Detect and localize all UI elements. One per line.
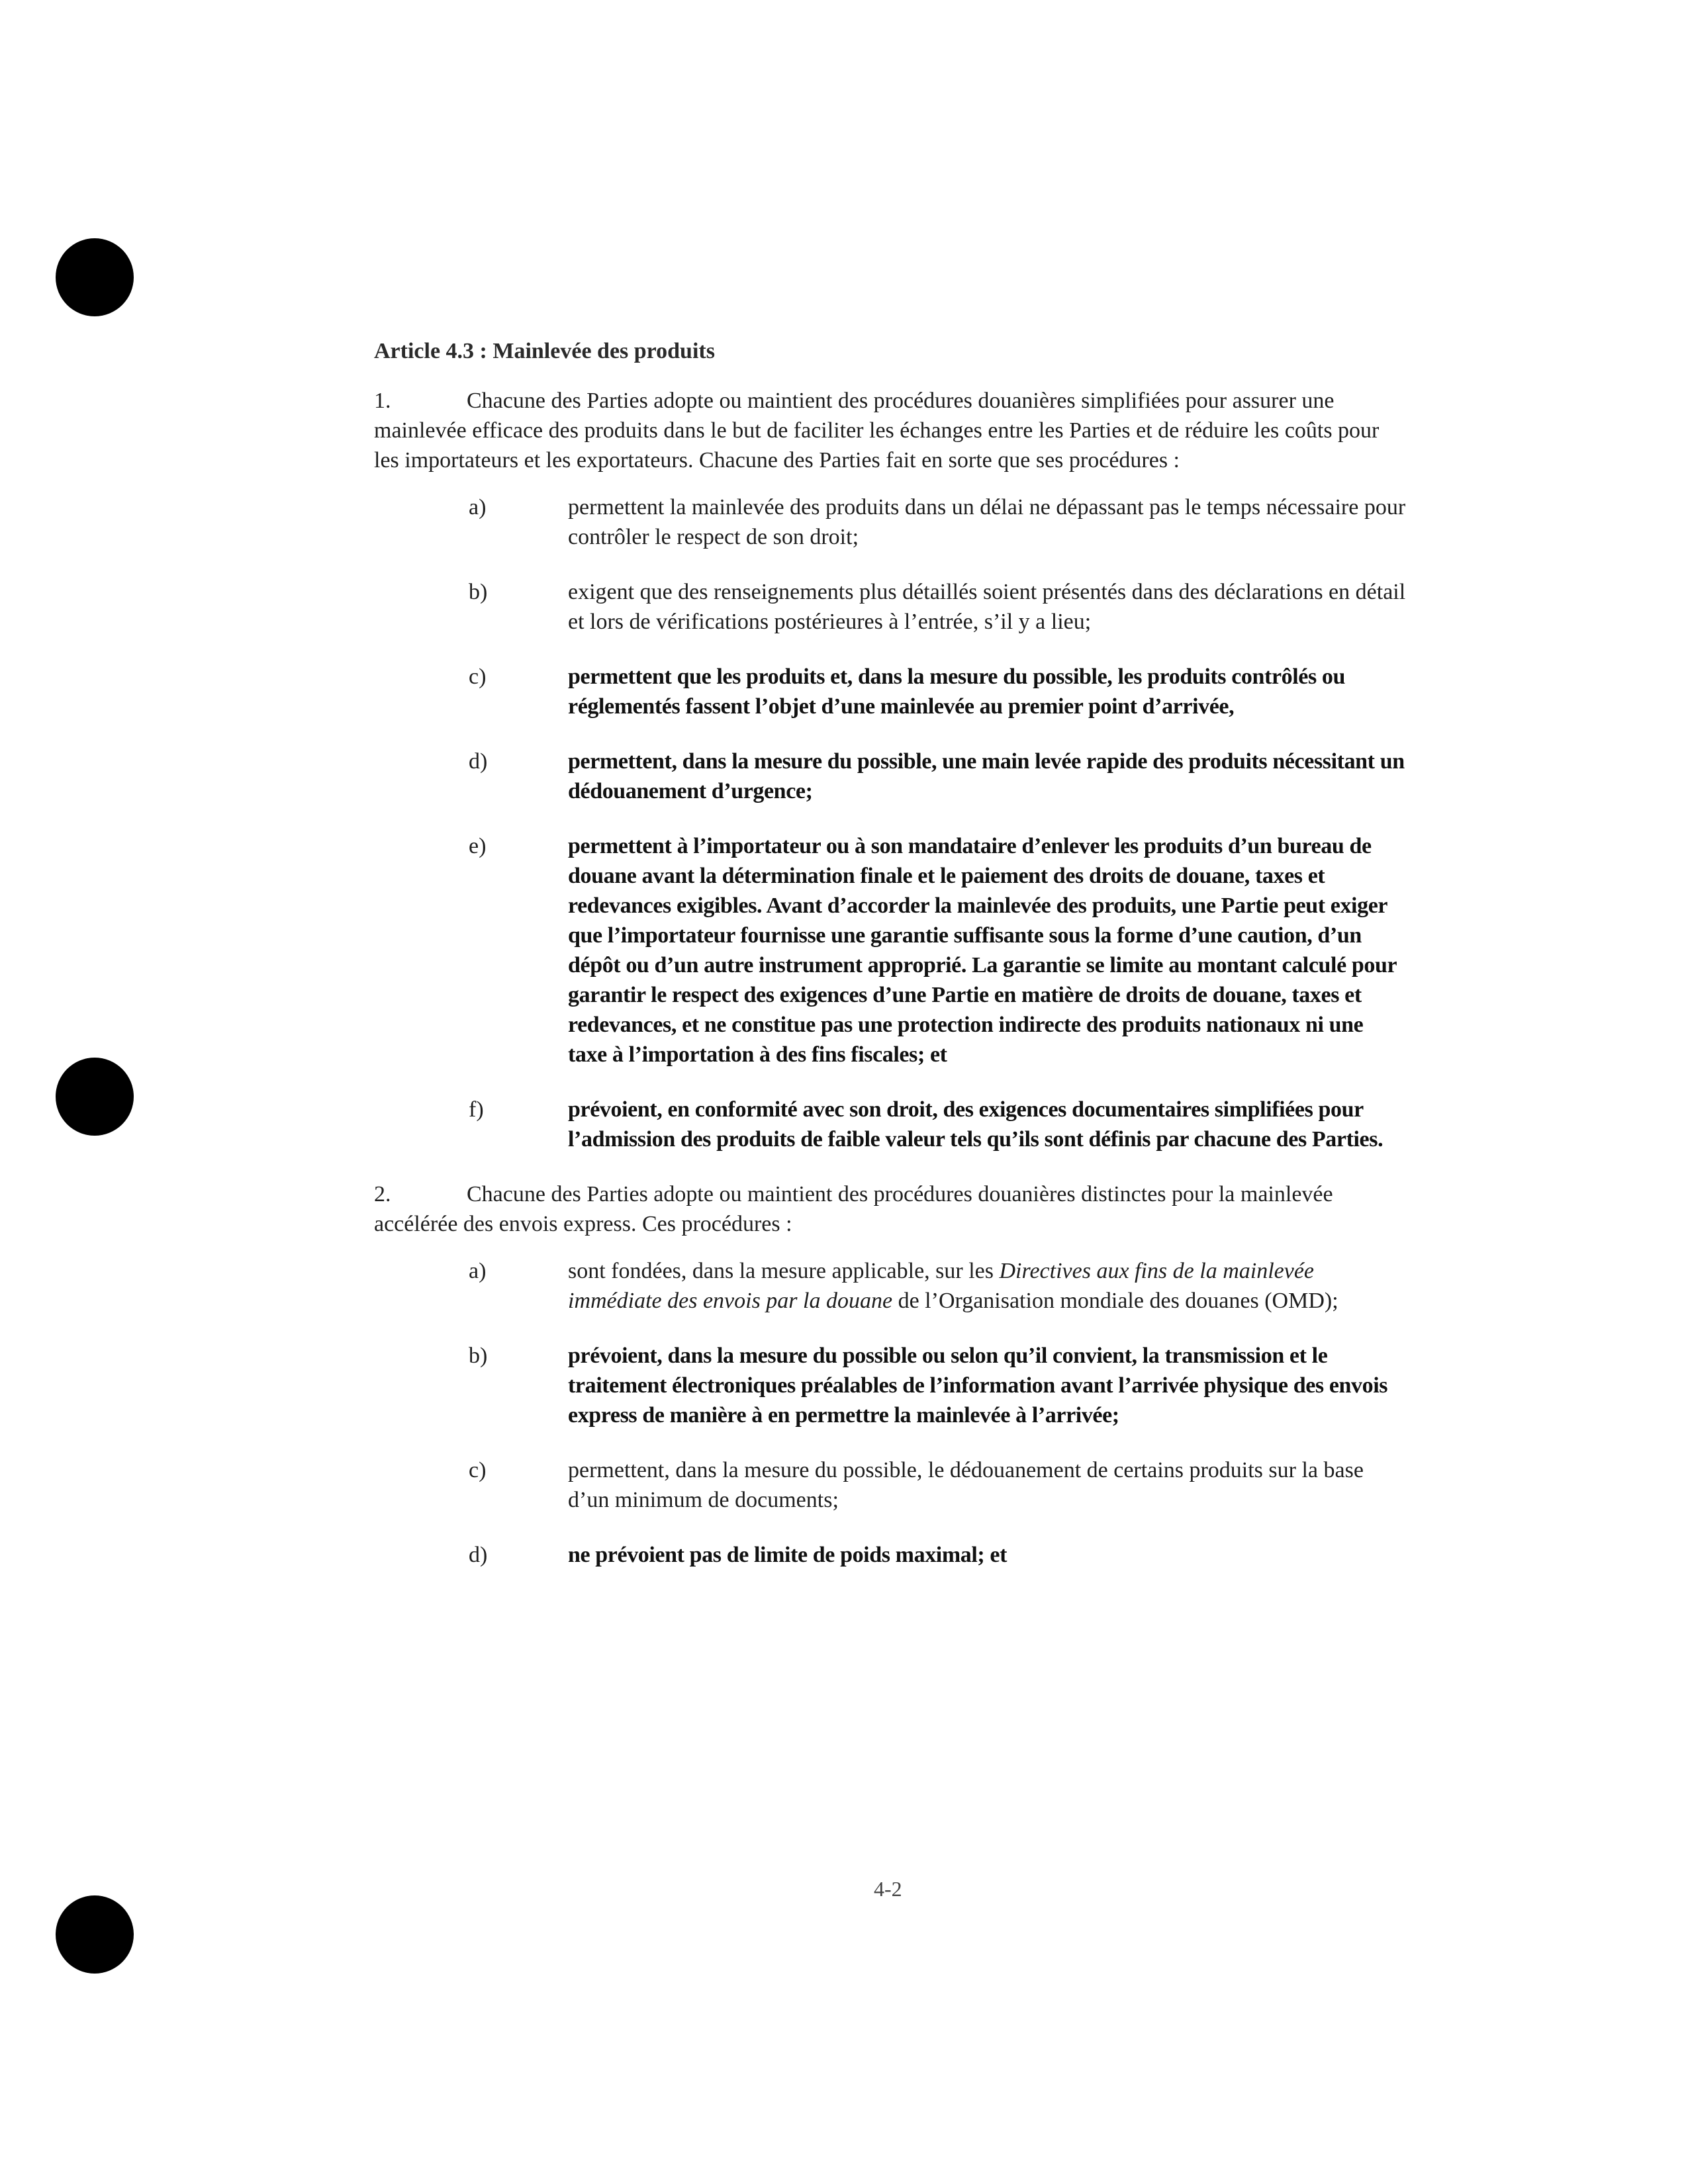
document-body: [374, 336, 1407, 1595]
item-text: permettent la mainlevée des produits dans un délai ne dépassant pas le temps nécessaire pour contrôler le respect de son droit;: [568, 495, 1406, 549]
list-item: [374, 1095, 1407, 1154]
item-text: permettent, dans la mesure du possible, une main levée rapide des produits nécessitant un dédouanement d’urgence;: [568, 749, 1405, 803]
punch-hole: [56, 1895, 134, 1974]
item-letter: e): [469, 834, 487, 858]
punch-hole: [56, 238, 134, 316]
item-letter: b): [469, 580, 488, 604]
item-text: permettent à l’importateur ou à son mandataire d’enlever les produits d’un bureau de douane avant la détermination finale et le paiement des droits de douane, taxes et redevances exigibles. Avant d’accorder la mainlevée des produits, une Partie peut exiger que l’importateur fournisse une garantie suffisante sous la forme d’une caution, d’un dépôt ou d’un autre instrument approprié. La garantie se limite au montant calculé pour garantir le respect des exigences d’une Partie en matière de droits de douane, taxes et redevances, et ne constitue pas une protection indirecte des produits nationaux ni une taxe à l’importation à des fins fiscales; et: [568, 834, 1397, 1067]
item-letter: a): [469, 1259, 487, 1283]
paragraph-1: [374, 386, 1407, 475]
item-text: prévoient, en conformité avec son droit, des exigences documentaires simplifiées pour l’admission des produits de faible valeur tels qu’ils sont définis par chacune des Parties.: [568, 1097, 1383, 1152]
item-text: [568, 1256, 1407, 1316]
item-letter: f): [469, 1097, 484, 1122]
paragraph-text: Chacune des Parties adopte ou maintient des procédures douanières distinctes pour la mainlevée accélérée des envois express. Ces procédures :: [374, 1182, 1333, 1236]
list-item: [374, 1455, 1407, 1515]
paragraph-text: Chacune des Parties adopte ou maintient des procédures douanières simplifiées pour assurer une mainlevée efficace des produits dans le but de faciliter les échanges entre les Parties et de réduire les coûts pour les importateurs et les exportateurs. Chacune des Parties fait en sorte que ses procédures :: [374, 388, 1380, 473]
page-number: 4-2: [874, 1877, 902, 1901]
article-title: Article 4.3 : Mainlevée des produits: [374, 339, 715, 363]
item-text: permettent, dans la mesure du possible, le dédouanement de certains produits sur la base d’un minimum de documents;: [568, 1458, 1364, 1512]
item-letter: d): [469, 749, 488, 774]
item-text: prévoient, dans la mesure du possible ou selon qu’il convient, la transmission et le traitement électroniques préalables de l’information avant l’arrivée physique des envois express de manière à en permettre la mainlevée à l’arrivée;: [568, 1343, 1388, 1428]
item-text: permettent que les produits et, dans la mesure du possible, les produits contrôlés ou réglementés fassent l’objet d’une mainlevée au premier point d’arrivée,: [568, 664, 1346, 719]
item-text: ne prévoient pas de limite de poids maximal; et: [568, 1543, 1008, 1567]
list-item: [374, 577, 1407, 637]
item-letter: c): [469, 664, 487, 689]
item-text-part: sont fondées, dans la mesure applicable, sur les: [568, 1259, 1000, 1283]
list-item: [374, 1540, 1407, 1570]
item-letter: a): [469, 495, 487, 520]
paragraph-2: [374, 1179, 1407, 1239]
list-item: [374, 492, 1407, 552]
list-item: [374, 662, 1407, 721]
document-title-italic: Directives aux fins de la mainlevée immédiate des envois par la douane: [568, 1259, 1315, 1313]
list-item: [374, 1256, 1407, 1316]
paragraph-number: 1.: [374, 388, 391, 413]
paragraph-number: 2.: [374, 1182, 391, 1206]
item-letter: d): [469, 1543, 488, 1567]
punch-hole: [56, 1058, 134, 1136]
item-letter: b): [469, 1343, 488, 1368]
list-item: [374, 831, 1407, 1069]
paragraph-2-items: [374, 1256, 1407, 1570]
list-item: [374, 1341, 1407, 1430]
item-letter: c): [469, 1458, 487, 1482]
item-text-part: de l’Organisation mondiale des douanes (OMD);: [892, 1289, 1338, 1313]
item-text: exigent que des renseignements plus détaillés soient présentés dans des déclarations en détail et lors de vérifications postérieures à l’entrée, s’il y a lieu;: [568, 580, 1406, 634]
list-item: [374, 747, 1407, 806]
paragraph-1-items: [374, 492, 1407, 1154]
